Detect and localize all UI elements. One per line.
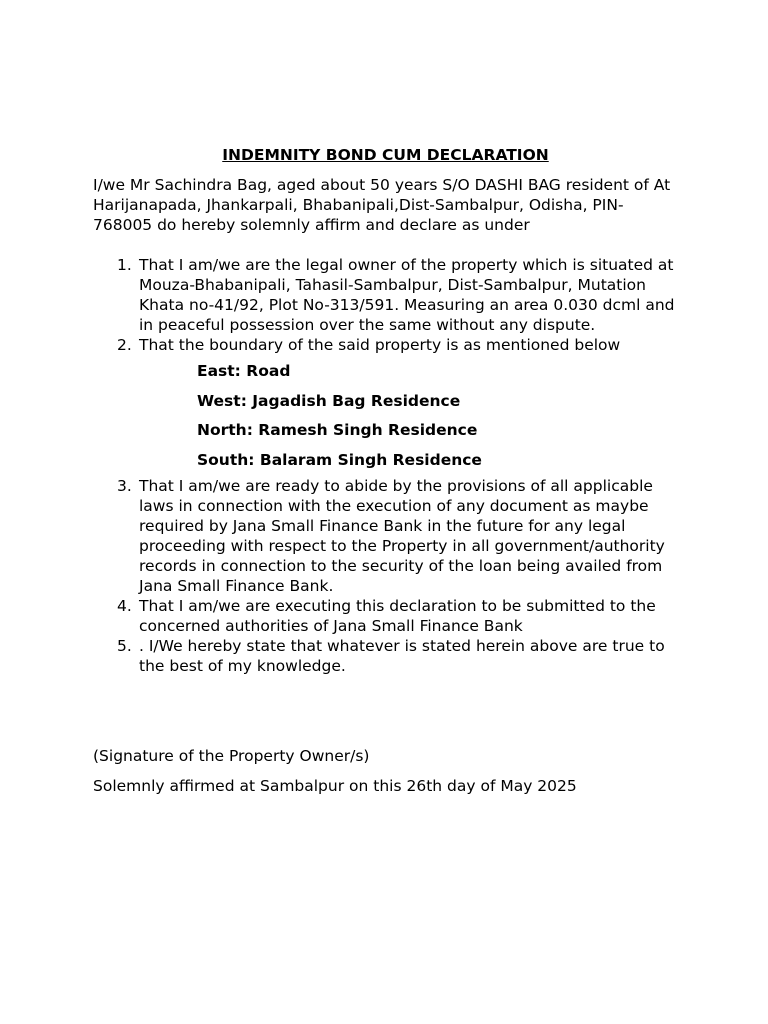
- list-number: 2.: [117, 336, 132, 354]
- list-item-2: [93, 335, 678, 470]
- intro-line-2: Harijanapada, Jhankarpali, Bhabanipali,Dist-Sambalpur, Odisha, PIN-768005 do hereby solemnly affirm and declare as under: [93, 196, 624, 234]
- intro-line-1: I/we Mr Sachindra Bag, aged about 50 years S/O DASHI BAG resident of At: [93, 176, 671, 194]
- boundary-east: East: Road: [197, 362, 291, 380]
- list-item-text: That I am/we are executing this declaration to be submitted to the concerned authorities of Jana Small Finance Bank: [139, 596, 656, 635]
- intro-paragraph: [93, 175, 678, 235]
- document-page: [93, 145, 678, 796]
- list-item-3: [93, 476, 678, 596]
- boundary-south: South: Balaram Singh Residence: [197, 450, 482, 469]
- boundary-list: [197, 361, 678, 470]
- boundary-north: North: Ramesh Singh Residence: [197, 421, 478, 439]
- list-number: 1.: [117, 256, 132, 274]
- signature-label: (Signature of the Property Owner/s): [93, 746, 370, 765]
- list-number: 3.: [117, 476, 132, 495]
- list-item-text: . I/We hereby state that whatever is stated herein above are true to the best of my knowledge.: [139, 636, 665, 675]
- list-item-1: [93, 255, 678, 335]
- affirmation-line: Solemnly affirmed at Sambalpur on this 26th day of May 2025: [93, 776, 577, 795]
- boundary-west: West: Jagadish Bag Residence: [197, 391, 461, 410]
- list-item-text: That I am/we are ready to abide by the provisions of all applicable laws in connection with the execution of any document as maybe required by Jana Small Finance Bank in the future for any legal proceeding with respect to the Property in all government/authority records in connection to the security of the loan being availed from Jana Small Finance Bank.: [139, 476, 665, 595]
- list-item-5: [93, 636, 678, 676]
- document-title: INDEMNITY BOND CUM DECLARATION: [222, 146, 549, 164]
- list-item-4: [93, 596, 678, 636]
- list-item-text: That the boundary of the said property is as mentioned below: [139, 336, 621, 354]
- list-item-text: That I am/we are the legal owner of the property which is situated at Mouza-Bhabanipali, Tahasil-Sambalpur, Dist-Sambalpur, Mutation Khata no-41/92, Plot No-313/591. Measuring an area 0.030 dcml and in peaceful possession over the same without any dispute.: [139, 256, 675, 334]
- declaration-list: [93, 255, 678, 676]
- list-number: 5.: [117, 636, 132, 655]
- list-number: 4.: [117, 596, 132, 615]
